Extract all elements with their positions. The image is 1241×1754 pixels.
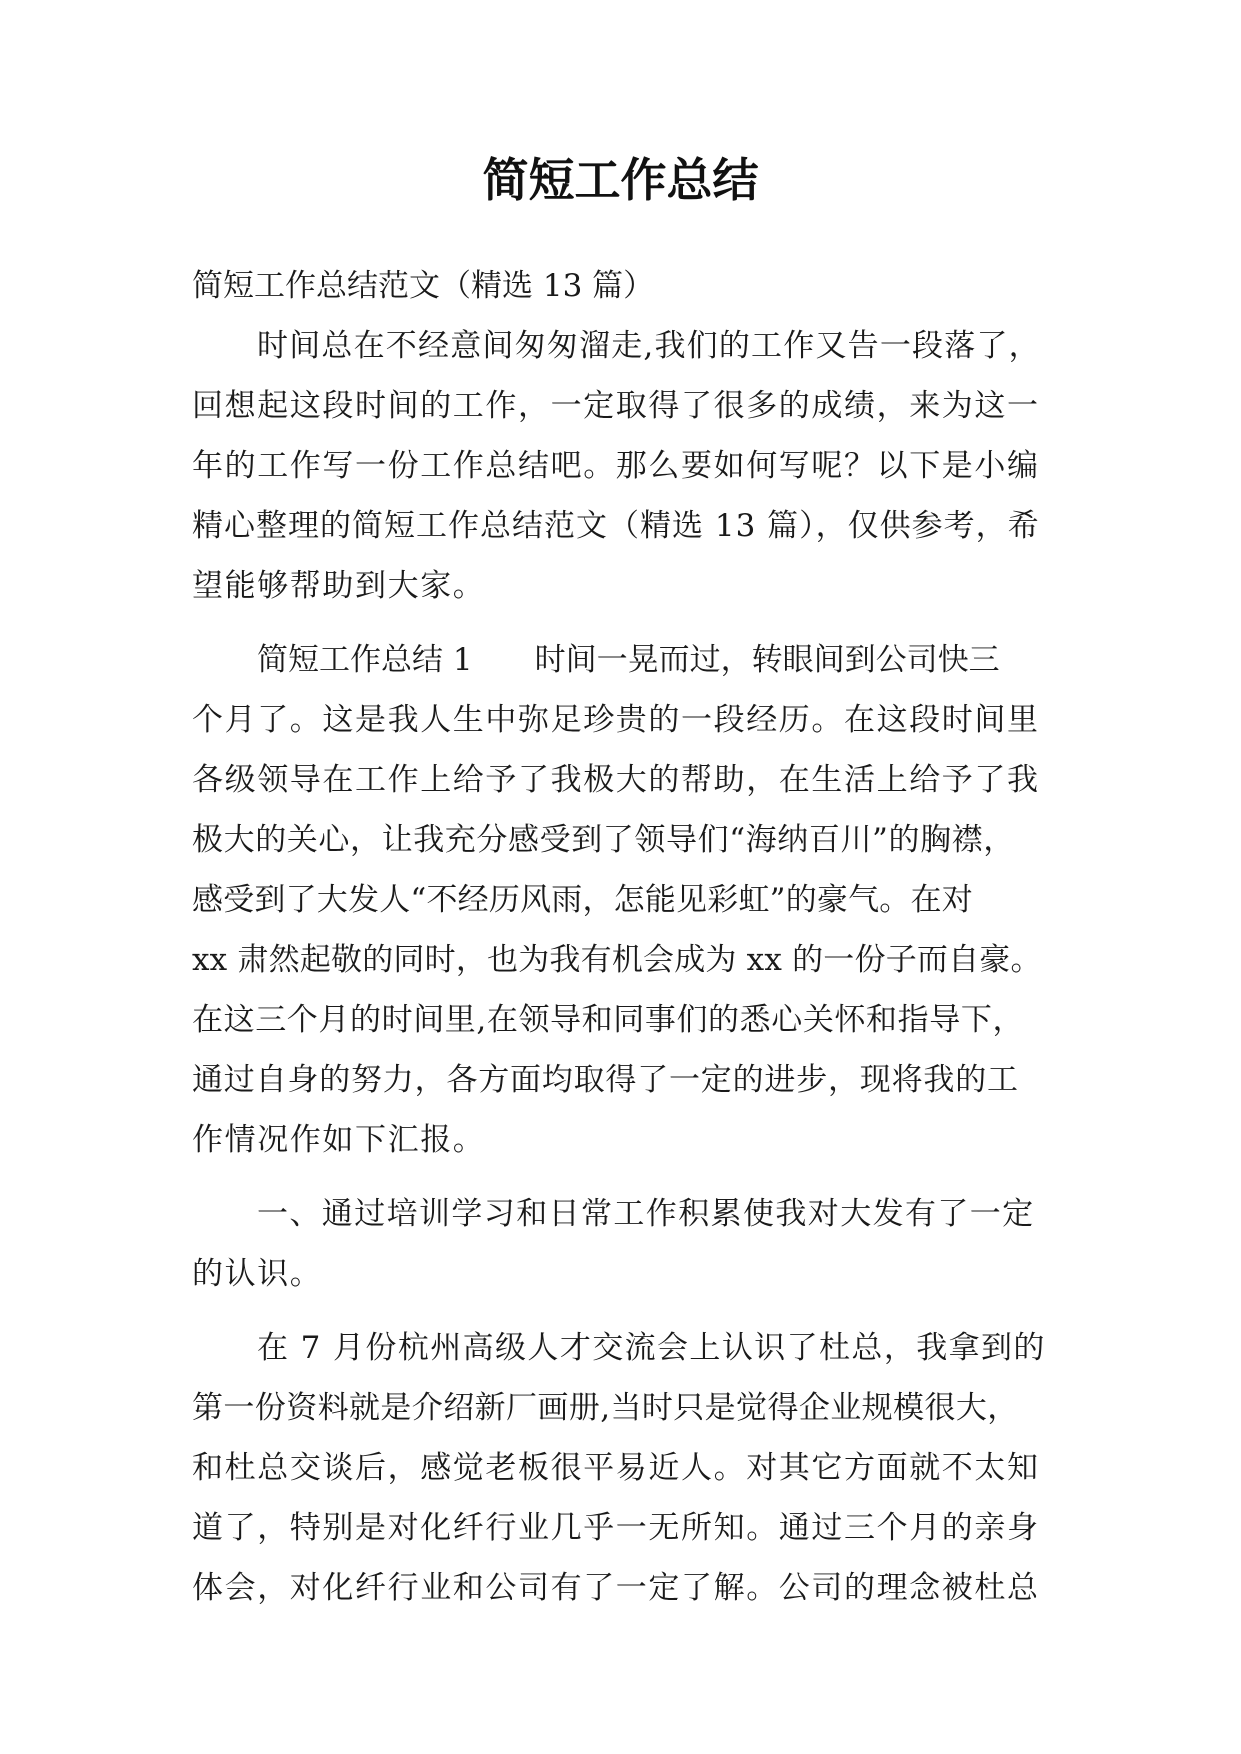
paragraph-line: 年的工作写一份工作总结吧。那么要如何写呢？以下是小编 xyxy=(192,448,1040,484)
paragraph-line: 和杜总交谈后，感觉老板很平易近人。对其它方面就不太知 xyxy=(192,1450,1040,1486)
paragraph-line: 通过自身的努力，各方面均取得了一定的进步，现将我的工 xyxy=(192,1062,1019,1098)
paragraph-line: 一、通过培训学习和日常工作积累使我对大发有了一定 xyxy=(257,1196,1035,1232)
paragraph-line: 望能够帮助到大家。 xyxy=(192,568,486,604)
paragraph-line: xx 肃然起敬的同时，也为我有机会成为 xx 的一份子而自豪。 xyxy=(192,942,1042,978)
paragraph-line: 回想起这段时间的工作，一定取得了很多的成绩，来为这一 xyxy=(192,388,1040,424)
paragraph-line: 极大的关心，让我充分感受到了领导们“海纳百川”的胸襟， xyxy=(192,822,1015,858)
paragraph-text: 时间一晃而过，转眼间到公司快三 xyxy=(534,642,1000,678)
paragraph-line: 感受到了大发人“不经历风雨，怎能见彩虹”的豪气。在对 xyxy=(192,882,973,918)
paragraph-line: 在 7 月份杭州高级人才交流会上认识了杜总，我拿到的 xyxy=(257,1330,1046,1366)
paragraph-line: 时间总在不经意间匆匆溜走,我们的工作又告一段落了， xyxy=(257,328,1041,364)
paragraph-line: 道了，特别是对化纤行业几乎一无所知。通过三个月的亲身 xyxy=(192,1510,1040,1546)
section-heading: 简短工作总结 1 xyxy=(257,642,473,678)
document-title: 简短工作总结 xyxy=(482,153,759,207)
paragraph-line: 精心整理的简短工作总结范文（精选 13 篇），仅供参考，希 xyxy=(192,508,1040,544)
paragraph-line: 个月了。这是我人生中弥足珍贵的一段经历。在这段时间里 xyxy=(192,702,1040,738)
paragraph-line: 在这三个月的时间里,在领导和同事们的悉心关怀和指导下， xyxy=(192,1002,1025,1038)
paragraph-line: 的认识。 xyxy=(192,1256,323,1292)
document-subtitle: 简短工作总结范文（精选 13 篇） xyxy=(192,268,655,304)
paragraph-line: 作情况作如下汇报。 xyxy=(192,1122,486,1158)
paragraph-line: 体会，对化纤行业和公司有了一定了解。公司的理念被杜总 xyxy=(192,1570,1040,1606)
section-heading-line xyxy=(257,640,1000,680)
paragraph-line: 各级领导在工作上给予了我极大的帮助，在生活上给予了我 xyxy=(192,762,1040,798)
paragraph-line: 第一份资料就是介绍新厂画册,当时只是觉得企业规模很大， xyxy=(192,1390,1019,1426)
